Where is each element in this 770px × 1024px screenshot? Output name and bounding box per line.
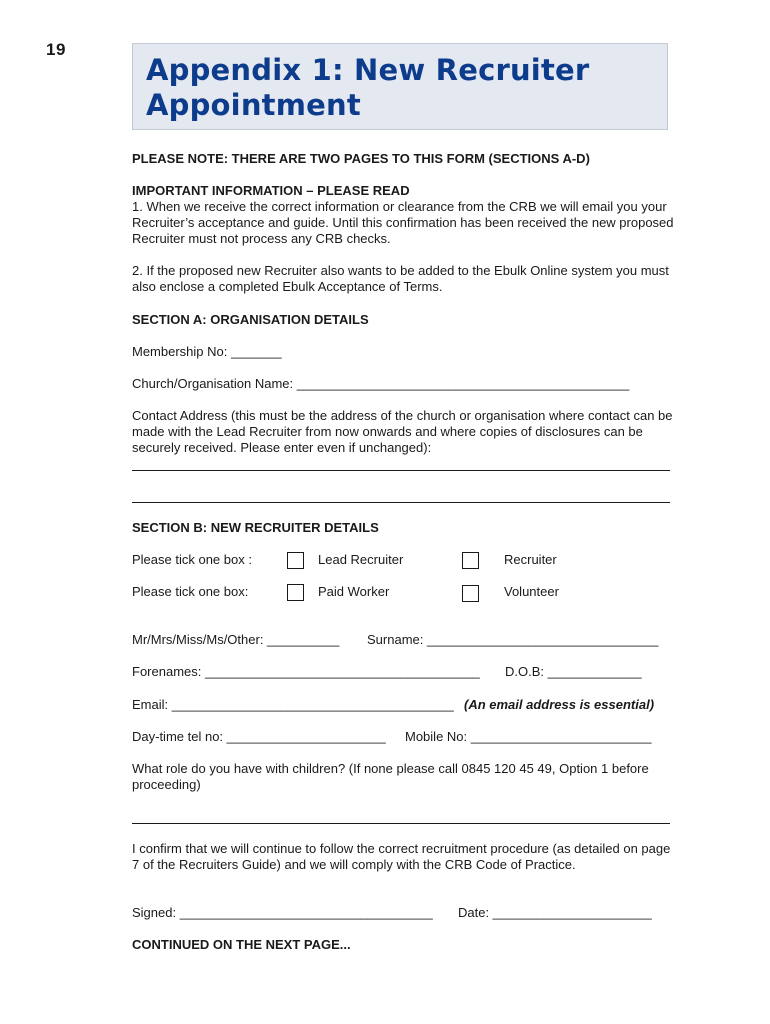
surname-field[interactable]: Surname: ________________________________	[367, 632, 659, 647]
title-line-2: Appointment	[146, 88, 361, 122]
address-line-1[interactable]	[132, 470, 670, 471]
contact-address-label: Contact Address (this must be the address of the church or organisation where contact can be made with the Lead Recruiter from now onwards and where copies of disclosures can be securely received. Please enter even if unchanged):	[132, 408, 673, 455]
dob-field[interactable]: D.O.B: _____________	[505, 664, 642, 679]
role-answer-line[interactable]	[132, 823, 670, 824]
signed-field[interactable]: Signed: ___________________________________	[132, 905, 433, 920]
important-item-1: 1. When we receive the correct information or clearance from the CRB we will email you your Recruiter’s acceptance and guide. Until this confirmation has been received the new proposed Recruiter must not process any CRB checks.	[132, 199, 674, 246]
section-a-heading: SECTION A: ORGANISATION DETAILS	[132, 312, 369, 327]
email-field[interactable]: Email: _______________________________________	[132, 697, 454, 712]
important-item-2: 2. If the proposed new Recruiter also wants to be added to the Ebulk Online system you must also enclose a completed Ebulk Acceptance of Terms.	[132, 263, 669, 294]
date-field[interactable]: Date: ______________________	[458, 905, 652, 920]
recruiter-checkbox[interactable]	[462, 552, 479, 569]
lead-recruiter-label: Lead Recruiter	[318, 552, 404, 567]
important-heading: IMPORTANT INFORMATION – PLEASE READ	[132, 183, 410, 198]
volunteer-label: Volunteer	[504, 584, 559, 599]
title-line-1: Appendix 1: New Recruiter	[146, 53, 590, 87]
title-field[interactable]: Mr/Mrs/Miss/Ms/Other: __________	[132, 632, 340, 647]
section-b-heading: SECTION B: NEW RECRUITER DETAILS	[132, 520, 379, 535]
paid-worker-label: Paid Worker	[318, 584, 390, 599]
email-note: (An email address is essential)	[464, 697, 655, 712]
confirmation-text: I confirm that we will continue to follow the correct recruitment procedure (as detailed on page 7 of the Recruiters Guide) and we will comply with the CRB Code of Practice.	[132, 841, 671, 872]
page-title	[146, 53, 589, 123]
tick-label-row-1: Please tick one box :	[132, 552, 252, 567]
forenames-field[interactable]: Forenames: ______________________________________	[132, 664, 480, 679]
continued-note: CONTINUED ON THE NEXT PAGE...	[132, 937, 351, 952]
mobile-field[interactable]: Mobile No: _________________________	[405, 729, 652, 744]
lead-recruiter-checkbox[interactable]	[287, 552, 304, 569]
two-pages-note: PLEASE NOTE: THERE ARE TWO PAGES TO THIS FORM (SECTIONS A-D)	[132, 151, 590, 166]
daytime-tel-field[interactable]: Day-time tel no: ______________________	[132, 729, 386, 744]
volunteer-checkbox[interactable]	[462, 585, 479, 602]
church-name-field[interactable]: Church/Organisation Name: ______________________________________________	[132, 376, 630, 391]
tick-label-row-2: Please tick one box:	[132, 584, 249, 599]
role-question: What role do you have with children? (If none please call 0845 120 45 49, Option 1 before proceeding)	[132, 761, 649, 792]
paid-worker-checkbox[interactable]	[287, 584, 304, 601]
membership-field[interactable]: Membership No: _______	[132, 344, 282, 359]
page-number: 19	[46, 40, 66, 59]
address-line-2[interactable]	[132, 502, 670, 503]
title-banner	[132, 43, 668, 130]
recruiter-label: Recruiter	[504, 552, 557, 567]
